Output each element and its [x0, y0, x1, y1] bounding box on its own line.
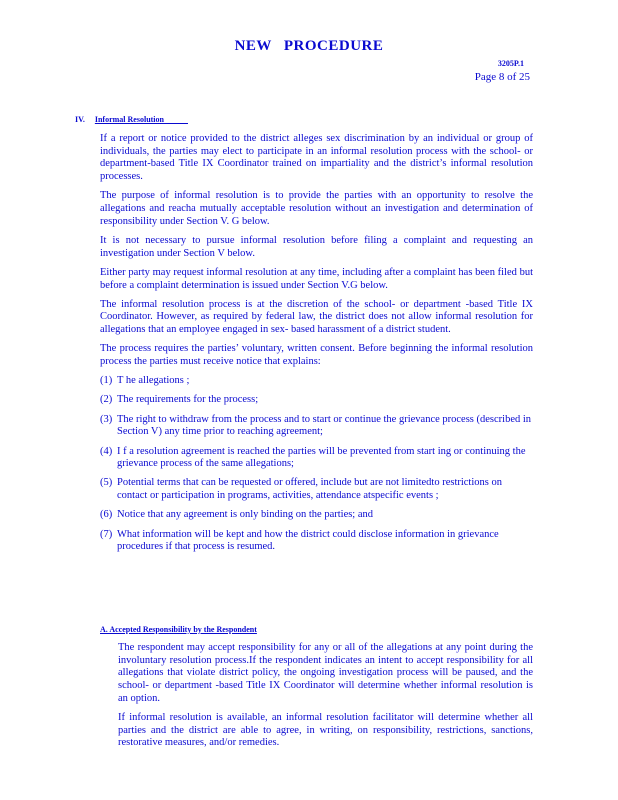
document-number: 3205P.1: [497, 59, 524, 68]
section-number: IV.: [75, 115, 85, 124]
list-text: Potential terms that can be requested or offered, include but are not limitedto restrictions on contact or participation in programs, activities, attendance atspecific events ;: [117, 477, 502, 502]
section-body: [100, 133, 533, 560]
list-number: (1): [100, 375, 113, 387]
list-text: Notice that any agreement is only binding on the parties; and: [117, 509, 374, 521]
paragraph: If a report or notice provided to the district alleges sex discrimination by an individual or group of individuals, the parties may elect to participate in an informal resolution process with the school- or department-based Title IX Coordinator trained on impartiality and the district’s informal resolution processes.: [100, 133, 533, 183]
list-item: [100, 509, 533, 522]
paragraph: The purpose of informal resolution is to provide the parties with an opportunity to resolve the allegations and reacha mutually acceptable resolution without an investigation and determination of responsibility under Section V. G below.: [100, 190, 533, 227]
list-item: [100, 446, 533, 471]
list-text: What information will be kept and how the district could disclose information in grievance procedures if that process is resumed.: [117, 528, 499, 553]
list-number: (4): [100, 445, 113, 457]
list-number: (6): [100, 509, 113, 521]
paragraph: It is not necessary to pursue informal resolution before filing a complaint and requesting an investigation under Section V below.: [100, 234, 533, 259]
page-title: NEW PROCEDURE: [234, 38, 384, 54]
list-item: [100, 375, 533, 388]
section-title: Informal Resolution: [94, 115, 164, 124]
list-text: T he allegations ;: [117, 375, 190, 387]
list-text: I f a resolution agreement is reached the parties will be prevented from start ing or continuing the grievance process of the same allegations;: [117, 445, 526, 470]
paragraph: If informal resolution is available, an informal resolution facilitator will determine whether all parties and the district are able to agree, in writing, on responsibility, restrictions, sanctions, restorative measures, and/or remedies.: [118, 712, 533, 749]
list-number: (3): [100, 413, 113, 425]
list-number: (5): [100, 477, 113, 489]
list-number: (7): [100, 528, 113, 540]
list-number: (2): [100, 394, 113, 406]
list-item: [100, 529, 533, 554]
subsection-heading: A. Accepted Responsibility by the Respondent: [100, 625, 257, 634]
paragraph: The informal resolution process is at the discretion of the school- or department -based Title IX Coordinator. However, as required by federal law, the district does not allow informal resolution for allegations that an employee engaged in sex- based harassment of a district student.: [100, 298, 533, 336]
list-text: The right to withdraw from the process and to start or continue the grievance process (described in Section V) any time prior to reaching agreement;: [117, 413, 532, 438]
list-item: [100, 477, 533, 502]
list-text: The requirements for the process;: [117, 394, 259, 406]
subsection-body: [118, 642, 533, 757]
paragraph: The process requires the parties’ voluntary, written consent. Before beginning the informal resolution process the parties must receive notice that explains:: [100, 343, 533, 368]
list-item: [100, 394, 533, 407]
section-heading: [75, 115, 188, 124]
page-number: Page 8 of 25: [474, 71, 530, 83]
list-item: [100, 414, 533, 439]
paragraph: Either party may request informal resolution at any time, including after a complaint has been filed but before a complaint determination is issued under Section V.G below.: [100, 266, 533, 291]
paragraph: The respondent may accept responsibility for any or all of the allegations at any point during the involuntary resolution process.If the respondent indicates an intent to accept responsibility for all allegations that violate district policy, the ongoing investigation process will be paused, and the school- or department -based Title IX Coordinator will determine whether informal resolution is an option.: [118, 642, 533, 704]
